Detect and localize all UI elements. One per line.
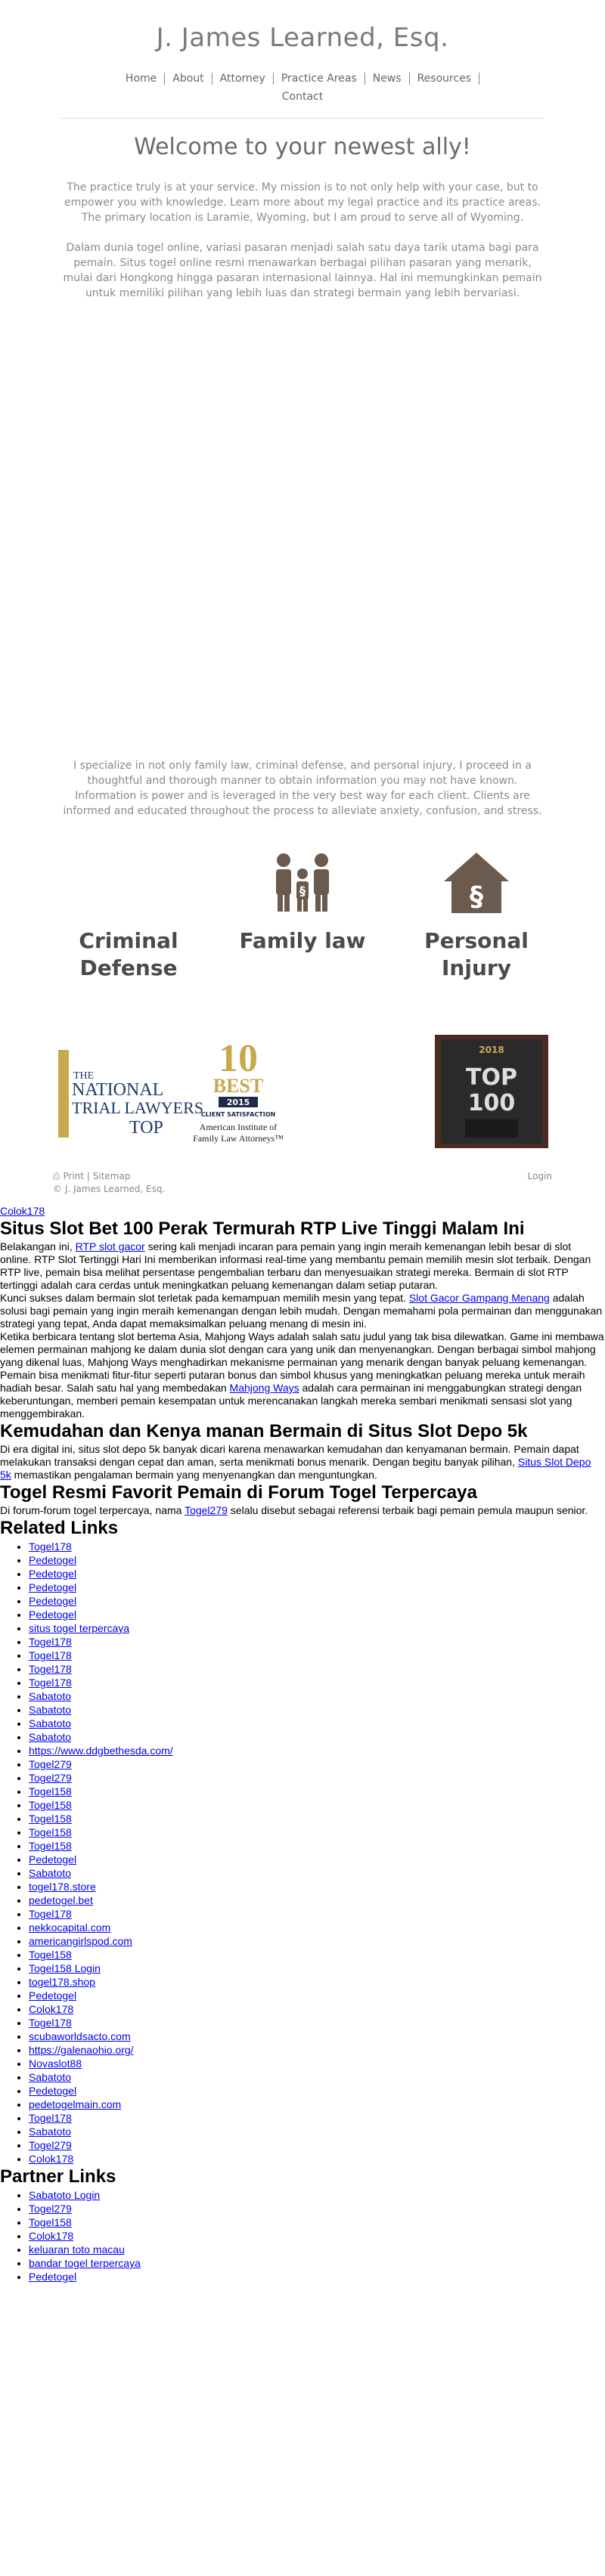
list-link[interactable]: Togel158: [29, 1826, 72, 1838]
list-link[interactable]: Sabatoto: [29, 1867, 72, 1879]
national-trial-lawyers-badge: [57, 1048, 204, 1147]
best-number: 10: [219, 1037, 258, 1080]
list-item: [29, 2057, 605, 2070]
list-link[interactable]: Togel158: [29, 2216, 72, 2228]
top100-number: 100: [467, 1090, 516, 1116]
top100-label: TOP: [466, 1064, 517, 1091]
list-link[interactable]: pedetogelmain.com: [29, 2098, 122, 2110]
nav-attorney[interactable]: Attorney: [213, 73, 274, 85]
list-link[interactable]: scubaworldsacto.com: [29, 2030, 131, 2042]
list-link[interactable]: Sabatoto: [29, 2071, 72, 2083]
list-item: [29, 1866, 605, 1880]
list-item: [29, 1893, 605, 1907]
spam-paragraph-2: [0, 1292, 605, 1330]
text: adalah solusi bagi pemain yang ingin meraih kemenangan dengan lebih mudah. Dengan memahami pola permainan dan menggunakan strategi yang tepat, Anda dapat memaksimalkan peluang menang di mesin ini.: [0, 1292, 603, 1330]
handcuffs-icon: [53, 849, 204, 917]
nav-news[interactable]: News: [365, 73, 410, 85]
list-link[interactable]: Togel178: [29, 1636, 72, 1648]
list-item: [29, 1676, 605, 1689]
list-link[interactable]: Pedetogel: [29, 1608, 77, 1621]
practice-area-title: Family law: [239, 928, 366, 953]
list-item: [29, 2084, 605, 2098]
list-item: [29, 1703, 605, 1717]
ten-best-badge: [178, 1035, 299, 1148]
practice-area-title: Personal Injury: [424, 928, 529, 980]
list-item: [29, 1621, 605, 1635]
list-item: [29, 1961, 605, 1975]
list-item: [29, 2043, 605, 2057]
list-link[interactable]: Colok178: [29, 2153, 74, 2165]
spam-heading-3: Togel Resmi Favorit Pemain di Forum Togel Terpercaya: [0, 1482, 477, 1503]
copyright: © J. James Learned, Esq.: [53, 1184, 166, 1194]
login-link[interactable]: Login: [527, 1171, 552, 1181]
practice-areas: [53, 849, 552, 982]
list-link[interactable]: nekkocapital.com: [29, 1921, 111, 1934]
list-item: [29, 2002, 605, 2016]
header-divider: [60, 118, 544, 119]
inline-link[interactable]: Slot Gacor Gampang Menang: [408, 1292, 550, 1304]
intro-text: [60, 180, 544, 301]
best-caption: CLIENT SATISFACTION: [200, 1111, 276, 1118]
top-100-plaque: [435, 1035, 548, 1148]
list-link[interactable]: Togel158: [29, 1799, 72, 1811]
list-link[interactable]: Pedetogel: [29, 1853, 77, 1865]
list-item: [29, 1934, 605, 1948]
practice-area-personal-injury[interactable]: [401, 849, 552, 982]
inline-link[interactable]: RTP slot gacor: [75, 1240, 145, 1252]
list-item: [29, 1839, 605, 1853]
spam-paragraph-5: [0, 1504, 605, 1517]
list-item: [29, 1853, 605, 1866]
list-item: [29, 1662, 605, 1676]
print-icon: ⎙: [53, 1171, 60, 1181]
list-link[interactable]: Pedetogel: [29, 2271, 77, 2283]
list-item: [29, 1649, 605, 1662]
nav-contact[interactable]: Contact: [281, 91, 324, 103]
list-item: [29, 1553, 605, 1567]
text: Di forum-forum togel terpercaya, nama: [0, 1504, 185, 1516]
text: Ketika berbicara tentang slot bertema Asia, Mahjong Ways adalah salah satu judul yang tak bisa dilewatkan. Game ini membawa elemen permainan mahjong ke dalam dunia slot dengan cara yang unik dan menyenangkan. Dengan berbagai simbol mahjong yang dikenal luas, Mahjong Ways menghadirkan mekanisme permainan yang menarik dengan banyak peluang kemenangan. Pemain bisa menikmati fitur-fitur seperti putaran bonus dan simbol khusus yang meningkatkan peluang mereka untuk meraih hadiah besar. Salah satu hal yang membedakan: [0, 1330, 604, 1394]
related-links-heading: Related Links: [0, 1518, 119, 1538]
list-link[interactable]: Pedetogel: [29, 1554, 77, 1566]
list-item: [29, 2111, 605, 2125]
sitemap-link[interactable]: Sitemap: [92, 1171, 131, 1181]
welcome-heading: Welcome to your newest ally!: [134, 134, 471, 160]
list-item: [29, 2188, 605, 2202]
specialize-text: I specialize in not only family law, criminal defense, and personal injury, I proceed in a thoughtful and thorough manner to obtain information you may not have known. Information is power and is leveraged in the very best way for each client. Clients are informed and educated throughout the process to alleviate anxiety, confusion, and stress.: [63, 760, 542, 817]
svg-text:§: §: [470, 881, 483, 912]
list-item: [29, 1989, 605, 2002]
best-year: 2015: [226, 1098, 250, 1107]
list-link[interactable]: Togel178: [29, 2017, 72, 2029]
list-item: [29, 1785, 605, 1798]
house-section-icon: [401, 849, 552, 917]
list-link[interactable]: keluaran toto macau: [29, 2243, 125, 2256]
inline-link[interactable]: Situs Slot Depo 5k: [0, 1456, 591, 1481]
list-link[interactable]: Togel178: [29, 2112, 72, 2124]
list-link[interactable]: Pedetogel: [29, 1568, 77, 1580]
list-link[interactable]: situs togel terpercaya: [29, 1622, 130, 1634]
list-link[interactable]: Togel279: [29, 2139, 72, 2151]
list-link[interactable]: Togel178: [29, 1663, 72, 1675]
print-link[interactable]: Print: [63, 1171, 85, 1181]
list-link[interactable]: Pedetogel: [29, 1595, 77, 1607]
ntl-line-1: THE: [73, 1070, 95, 1082]
list-item: [29, 1757, 605, 1771]
list-link[interactable]: Togel279: [29, 1758, 72, 1770]
partner-links-heading: Partner Links: [0, 2166, 116, 2187]
list-link[interactable]: Togel178: [29, 1649, 72, 1661]
list-item: [29, 2016, 605, 2030]
list-link[interactable]: Colok178: [29, 2003, 74, 2015]
list-link[interactable]: Pedetogel: [29, 1581, 77, 1593]
list-link[interactable]: Togel158: [29, 1949, 72, 1961]
list-item: [29, 1540, 605, 1553]
list-item: [29, 1771, 605, 1785]
footer: [53, 1171, 552, 1182]
list-item: [29, 2030, 605, 2043]
text: adalah cara permainan ini menggabungkan strategi dengan keberuntungan, memberi pemain kesempatan untuk merencanakan langkah mereka sembari menikmati sensasi slot yang menggembirakan.: [0, 1382, 582, 1420]
list-link[interactable]: Togel158: [29, 1840, 72, 1852]
list-item: [29, 2215, 605, 2229]
blank-space: [0, 316, 605, 758]
related-links-list: [0, 1540, 605, 2166]
list-item: [29, 1798, 605, 1812]
list-item: [29, 1581, 605, 1594]
text: sering kali menjadi incaran para pemain yang ingin meraih kemenangan lebih besar di slot online. RTP Slot Tertinggi Hari Ini memberikan informasi real-time yang membantu pemain memilih mesin slot terbaik. Dengan RTP live, pemain bisa melihat persentase pengembalian terbaru dan menyesuaikan strategi mereka. Bermain di slot RTP tertinggi adalah cara cerdas untuk meningkatkan peluang kemenangan dalam setiap putaran.: [0, 1240, 591, 1291]
practice-area-criminal-defense[interactable]: [53, 849, 204, 982]
list-item: [29, 1717, 605, 1730]
list-link[interactable]: togel178.shop: [29, 1976, 95, 1988]
practice-area-title: Criminal Defense: [79, 928, 178, 980]
nav-home[interactable]: Home: [126, 73, 165, 85]
list-item: [29, 2256, 605, 2270]
awards: [57, 1035, 548, 1156]
best-word: BEST: [213, 1075, 264, 1097]
main-nav: [91, 70, 514, 106]
text: Di era digital ini, situs slot depo 5k banyak dicari karena menawarkan kemudahan dan kenyamanan bermain. Pemain dapat melakukan transaksi dengan cepat dan aman, serta menikmati bonus menarik. Dengan begitu banyak pilihan,: [0, 1443, 579, 1468]
list-item: [29, 1730, 605, 1744]
practice-area-family-law[interactable]: [227, 849, 378, 982]
spam-paragraph-4: [0, 1443, 605, 1482]
list-item: [29, 2070, 605, 2084]
list-item: [29, 2152, 605, 2166]
list-link[interactable]: Togel279: [29, 1772, 72, 1784]
list-item: [29, 2098, 605, 2111]
list-link[interactable]: Sabatoto: [29, 1690, 72, 1702]
list-link[interactable]: https://galenaohio.org/: [29, 2044, 134, 2056]
text: memastikan pengalaman bermain yang menyenangkan dan menguntungkan.: [11, 1469, 377, 1481]
list-item: [29, 2270, 605, 2283]
list-item: [29, 2202, 605, 2215]
ntl-line-2: NATIONAL: [72, 1080, 164, 1100]
list-link[interactable]: Togel178: [29, 1677, 72, 1689]
text: selalu disebut sebagai referensi terbaik bagi pemain pemula maupun senior.: [227, 1504, 588, 1516]
list-item: [29, 2138, 605, 2152]
list-link[interactable]: americangirlspod.com: [29, 1935, 132, 1947]
footer-separator: |: [86, 1171, 90, 1181]
list-item: [29, 2243, 605, 2256]
top100-year: 2018: [479, 1045, 504, 1055]
partner-links-list: [0, 2188, 605, 2283]
list-item: [29, 2125, 605, 2138]
list-link[interactable]: Togel279: [29, 2203, 72, 2215]
list-link[interactable]: Pedetogel: [29, 1989, 77, 2002]
list-link[interactable]: Togel158 Login: [29, 1962, 101, 1974]
nav-resources[interactable]: Resources: [410, 73, 480, 85]
footer-links: [53, 1171, 130, 1182]
spam-heading-2: Kemudahan dan Kenya manan Bermain di Situs Slot Depo 5k: [0, 1421, 528, 1441]
list-link[interactable]: Sabatoto: [29, 1704, 72, 1716]
list-link[interactable]: Sabatoto: [29, 2126, 72, 2138]
best-org-line-2: Family Law Attorneys™: [193, 1133, 284, 1144]
list-link[interactable]: Togel178: [29, 1540, 72, 1553]
list-item: [29, 1567, 605, 1581]
list-link[interactable]: Sabatoto Login: [29, 2189, 101, 2201]
spam-heading-1: Situs Slot Bet 100 Perak Termurah RTP Live Tinggi Malam Ini: [0, 1218, 525, 1239]
intro-paragraph-1: The practice truly is at your service. My mission is to not only help with your case, but to empower you with knowledge. Learn more about my legal practice and its practice areas. The primary location is Laramie, Wyoming, but I am proud to serve all of Wyoming.: [64, 181, 541, 224]
list-link[interactable]: Pedetogel: [29, 2085, 77, 2097]
text: Kunci sukses dalam bermain slot terletak pada kemampuan memilih mesin yang tepat.: [0, 1292, 409, 1304]
top-link[interactable]: Colok178: [0, 1205, 45, 1217]
family-icon: [227, 849, 378, 917]
list-link[interactable]: Sabatoto: [29, 1717, 72, 1729]
list-link[interactable]: Novaslot88: [29, 2057, 82, 2070]
list-link[interactable]: Colok178: [29, 2230, 74, 2242]
list-item: [29, 1689, 605, 1703]
ntl-line-4: TOP: [129, 1118, 163, 1138]
injected-content: [0, 1205, 605, 2283]
inline-link[interactable]: Mahjong Ways: [229, 1382, 299, 1394]
list-link[interactable]: Togel158: [29, 1813, 72, 1825]
site-title[interactable]: J. James Learned, Esq.: [156, 23, 449, 53]
list-item: [29, 1880, 605, 1893]
list-item: [29, 1635, 605, 1649]
list-link[interactable]: bandar togel terpercaya: [29, 2257, 141, 2269]
list-item: [29, 1744, 605, 1757]
nav-practice-areas[interactable]: Practice Areas: [274, 73, 365, 85]
list-item: [29, 1948, 605, 1961]
list-item: [29, 2229, 605, 2243]
list-link[interactable]: Sabatoto: [29, 1731, 72, 1743]
nav-about[interactable]: About: [165, 73, 212, 85]
list-link[interactable]: pedetogel.bet: [29, 1894, 93, 1906]
list-link[interactable]: Togel158: [29, 1785, 72, 1797]
inline-link[interactable]: Togel279: [185, 1504, 228, 1516]
text: Belakangan ini,: [0, 1240, 76, 1252]
best-org-line-1: American Institute of: [199, 1122, 278, 1132]
list-item: [29, 1812, 605, 1825]
list-item: [29, 1907, 605, 1921]
list-link[interactable]: https://www.ddgbethesda.com/: [29, 1745, 173, 1757]
list-item: [29, 1608, 605, 1621]
list-link[interactable]: togel178.store: [29, 1881, 96, 1893]
svg-text:§: §: [299, 884, 306, 898]
spam-paragraph-3: [0, 1330, 605, 1420]
spam-paragraph-1: [0, 1240, 605, 1292]
list-item: [29, 1975, 605, 1989]
list-item: [29, 1921, 605, 1934]
ntl-line-3: TRIAL LAWYERS: [72, 1098, 204, 1117]
header: [0, 0, 605, 119]
list-item: [29, 1825, 605, 1839]
list-link[interactable]: Togel178: [29, 1908, 72, 1920]
intro-paragraph-2: Dalam dunia togel online, variasi pasaran menjadi salah satu daya tarik utama bagi para pemain. Situs togel online resmi menawarkan berbagai pilihan pasaran yang menarik, mulai dari Hongkong hingga pasaran internasional lainnya. Hal ini memungkinkan pemain untuk memiliki pilihan yang lebih luas dan strategi bermain yang lebih bervariasi.: [63, 242, 542, 299]
list-item: [29, 1594, 605, 1608]
